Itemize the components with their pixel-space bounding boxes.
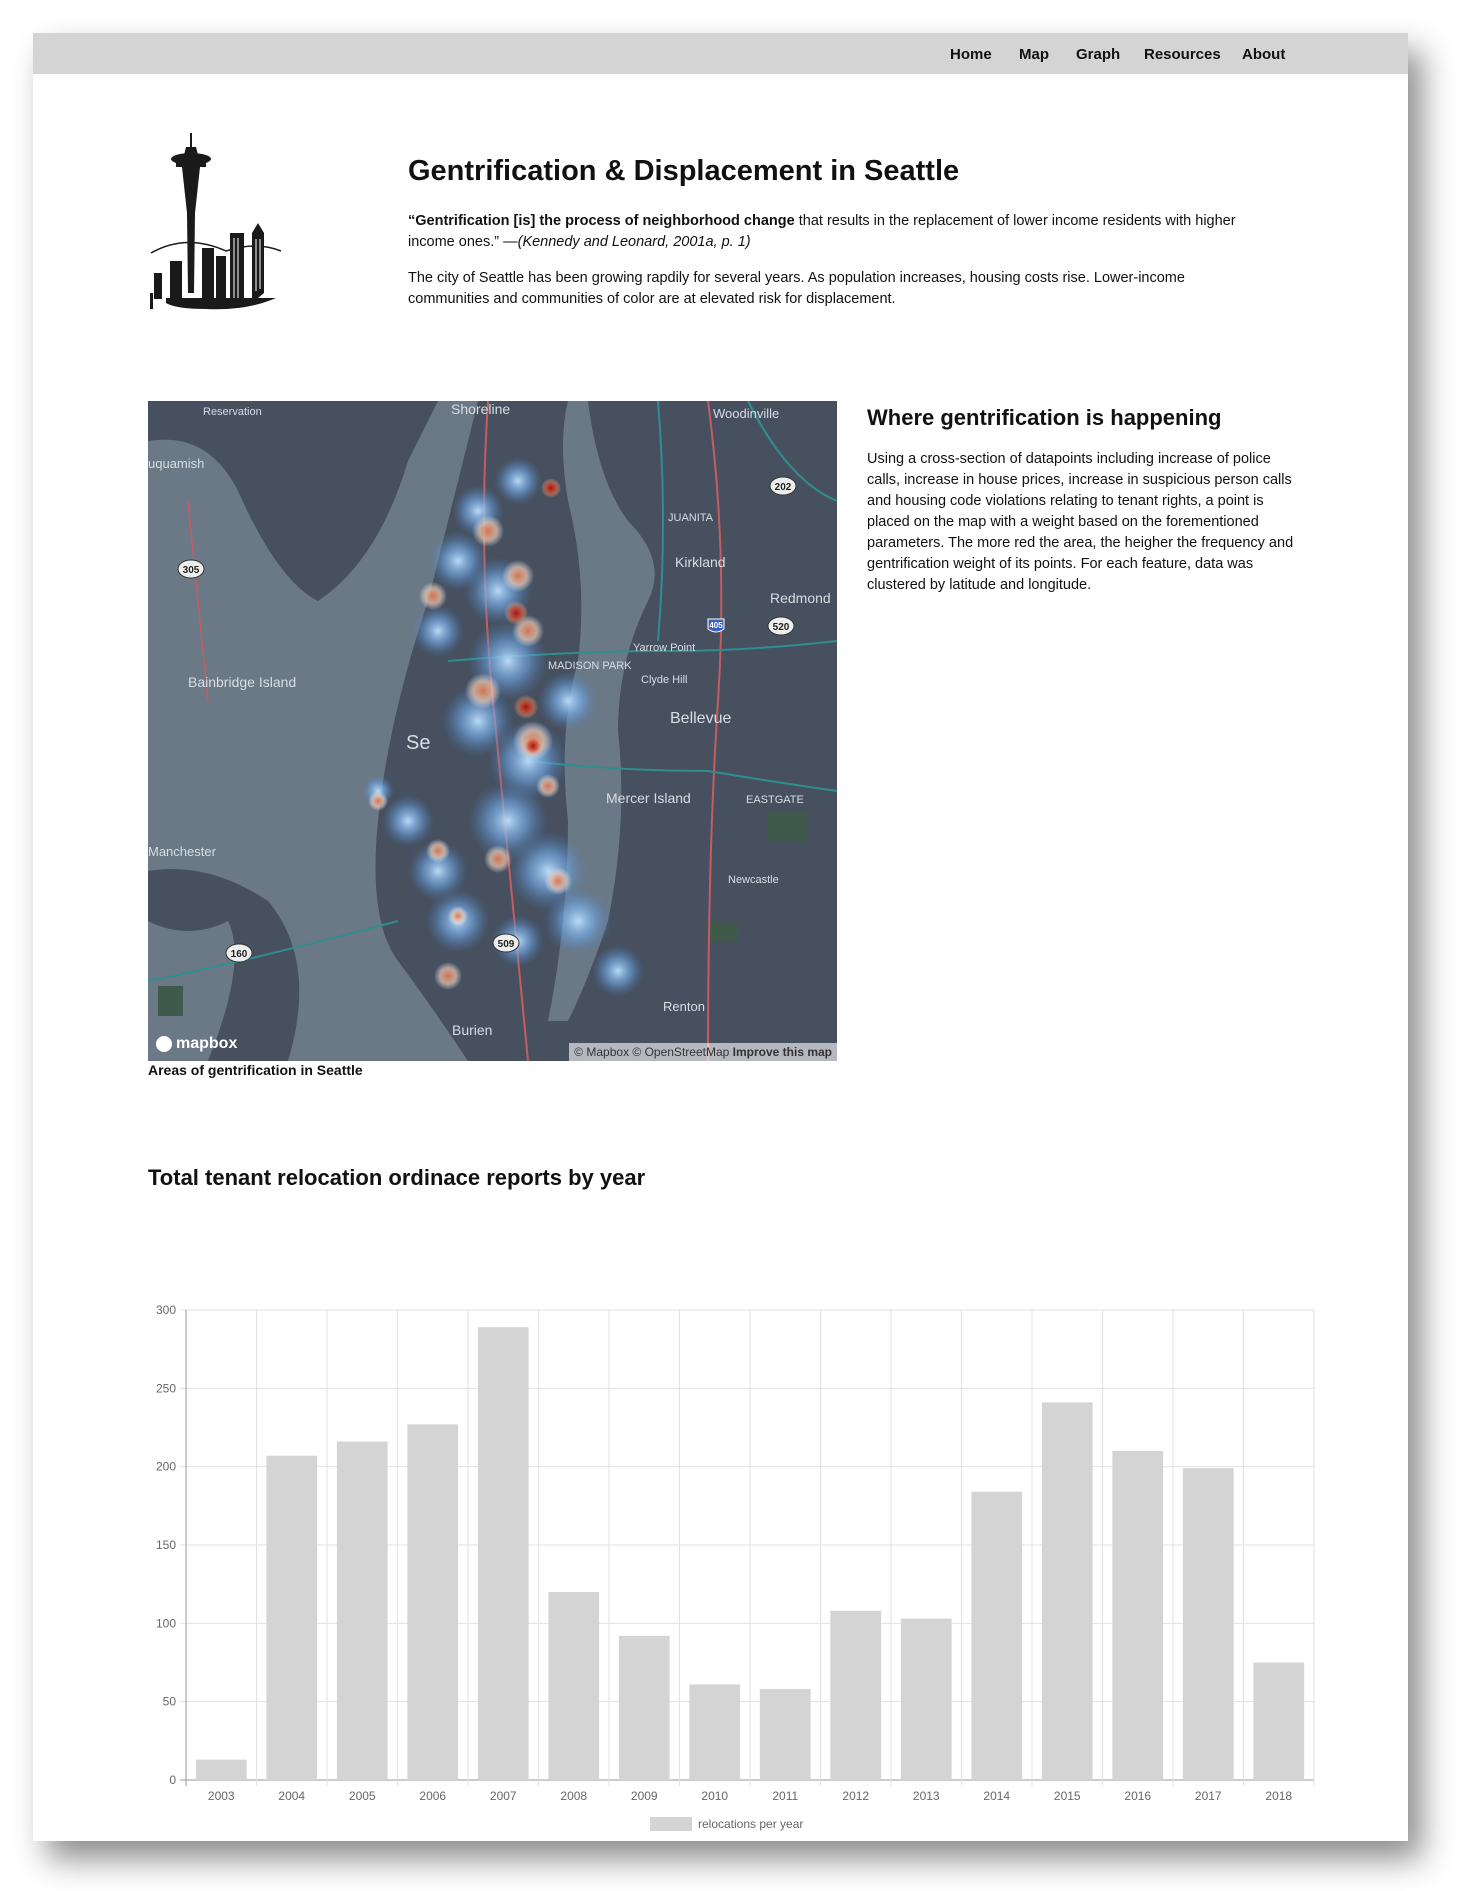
map-label-newcastle: Newcastle (728, 874, 779, 886)
map-label-juanita: JUANITA (668, 512, 714, 524)
map-label-redmond: Redmond (770, 590, 831, 606)
space-needle-logo (146, 133, 286, 313)
bar (407, 1424, 458, 1780)
nav-graph-link[interactable]: Graph (1076, 46, 1121, 63)
mapbox-icon (156, 1036, 172, 1052)
intro-paragraph: The city of Seattle has been growing rapdily for several years. As population increases, housing costs rise. Lower-income communities and communities of color are at elevated risk for displacement. (408, 270, 1185, 307)
x-tick-label: 2008 (560, 1789, 588, 1803)
x-tick-label: 2016 (1124, 1789, 1152, 1803)
highway-520-label: 520 (772, 622, 790, 633)
map-attribution (569, 1043, 837, 1061)
bar (1112, 1451, 1163, 1780)
y-tick-label: 150 (155, 1538, 176, 1552)
map-label-shoreline: Shoreline (451, 401, 511, 417)
bar (266, 1456, 317, 1780)
x-tick-label: 2014 (983, 1789, 1011, 1803)
bar (1042, 1402, 1093, 1780)
chart-section-title: Total tenant relocation ordinace reports by year (148, 1165, 646, 1190)
quote-citation: (Kennedy and Leonard, 2001a, p. 1) (517, 234, 751, 250)
x-tick-label: 2017 (1194, 1789, 1222, 1803)
map-label-eastgate: EASTGATE (746, 794, 804, 806)
map-label-mercer-island: Mercer Island (606, 790, 691, 806)
x-tick-label: 2005 (348, 1789, 376, 1803)
intro-quote (408, 211, 1268, 253)
x-tick-label: 2015 (1053, 1789, 1081, 1803)
bar (548, 1592, 599, 1780)
page-frame (33, 33, 1408, 1841)
map-label-madison-park: MADISON PARK (548, 660, 632, 672)
map-label-woodinville: Woodinville (713, 406, 780, 421)
bar (1183, 1468, 1234, 1780)
x-tick-label: 2011 (772, 1789, 799, 1803)
bar (689, 1684, 740, 1780)
bar (901, 1619, 952, 1780)
highway-202-label: 202 (774, 482, 792, 493)
x-tick-label: 2003 (207, 1789, 235, 1803)
bar (337, 1442, 388, 1780)
nav-resources-link[interactable]: Resources (1144, 46, 1221, 63)
nav-about-link[interactable]: About (1242, 46, 1286, 63)
y-tick-label: 0 (169, 1773, 176, 1787)
map-attribution-text[interactable]: © Mapbox © OpenStreetMap (574, 1045, 730, 1059)
map-label-seattle: Se (406, 732, 431, 754)
map-label-bainbridge-island: Bainbridge Island (188, 674, 297, 690)
bar (619, 1636, 670, 1780)
heatmap-map[interactable] (148, 401, 837, 1061)
map-label-kirkland: Kirkland (675, 554, 726, 570)
x-tick-label: 2010 (701, 1789, 729, 1803)
map-label-clyde-hill: Clyde Hill (641, 674, 688, 686)
navbar (33, 33, 1408, 74)
x-tick-label: 2012 (842, 1789, 870, 1803)
map-label-renton: Renton (663, 999, 705, 1014)
legend-swatch (650, 1817, 692, 1831)
highway-160-label: 160 (230, 949, 248, 960)
map-label-manchester: Manchester (148, 844, 216, 859)
x-tick-label: 2007 (489, 1789, 517, 1803)
x-tick-label: 2018 (1265, 1789, 1293, 1803)
map-caption: Areas of gentrification in Seattle (148, 1062, 363, 1078)
y-tick-label: 300 (155, 1303, 176, 1317)
x-tick-label: 2006 (419, 1789, 447, 1803)
highway-305-label: 305 (182, 565, 200, 576)
quote-text: that results in the replacement of lower income residents with higher income ones.” — (408, 213, 1236, 250)
y-tick-label: 250 (155, 1381, 176, 1396)
map-label-reservation: Reservation (203, 406, 262, 418)
highway-405-label: 405 (709, 621, 723, 630)
mapbox-logo-text: mapbox (176, 1035, 238, 1052)
relocation-bar-chart (138, 1263, 1318, 1833)
bar (830, 1611, 881, 1780)
map-label-burien: Burien (452, 1022, 493, 1038)
map-label-yarrow-point: Yarrow Point (633, 642, 696, 654)
bar (196, 1760, 247, 1780)
bar (760, 1689, 811, 1780)
quote-bold-text: “Gentrification [is] the process of neighborhood change (408, 213, 795, 229)
legend-label: relocations per year (698, 1817, 804, 1831)
map-label-suquamish: uquamish (148, 456, 205, 471)
improve-map-link[interactable]: Improve this map (732, 1045, 832, 1059)
x-tick-label: 2013 (912, 1789, 940, 1803)
map-section-title: Where gentrification is happening (867, 405, 1222, 430)
nav-home-link[interactable]: Home (950, 46, 992, 63)
x-tick-label: 2004 (278, 1789, 306, 1803)
map-canvas[interactable] (148, 401, 837, 1061)
map-section-text: Using a cross-section of datapoints including increase of police calls, increase in house prices, increase in suspicious person calls and housing code violations relating to tenant rights, a point is placed on the map with a weight based on the forementioned parameters. The more red the area, the heigher the frequency and gentrification weight of its points. For each feature, data was clustered by latitude and longitude. (867, 451, 1294, 593)
mapbox-logo[interactable] (156, 1035, 237, 1053)
map-label-bellevue: Bellevue (670, 710, 732, 727)
y-tick-label: 100 (155, 1616, 176, 1631)
nav-map-link[interactable]: Map (1019, 46, 1049, 63)
bar (478, 1327, 529, 1780)
y-tick-label: 200 (155, 1459, 176, 1474)
bar (971, 1492, 1022, 1780)
bar (1253, 1663, 1304, 1781)
page-title: Gentrification & Displacement in Seattle (408, 155, 960, 187)
x-tick-label: 2009 (630, 1789, 658, 1803)
y-tick-label: 50 (162, 1694, 176, 1709)
highway-509-label: 509 (497, 939, 515, 950)
